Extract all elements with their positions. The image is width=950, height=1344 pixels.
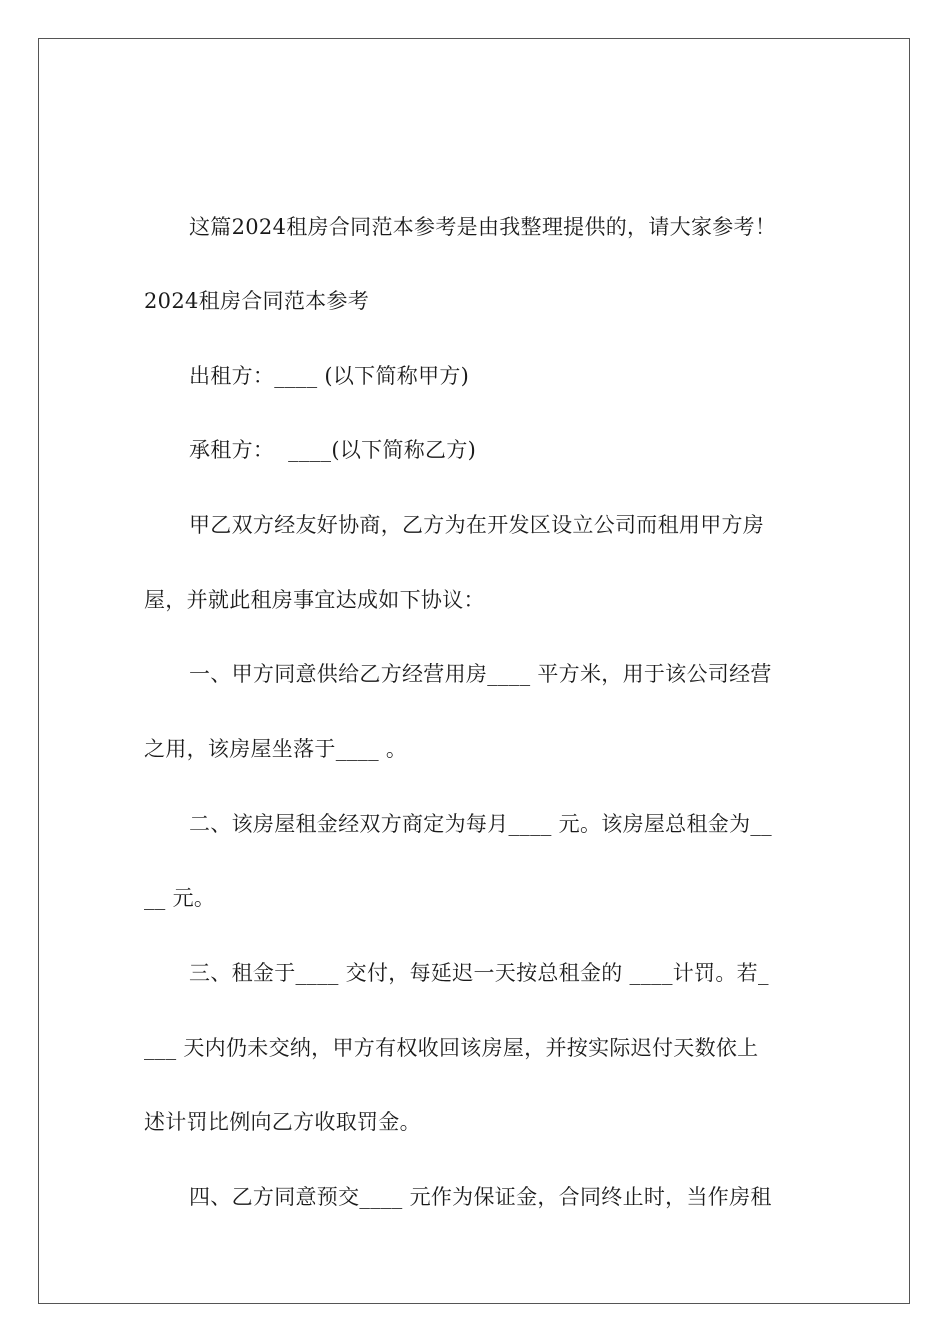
clause-3-line-1: 三、租金于____ 交付，每延迟一天按总租金的 ____计罚。若_ xyxy=(189,961,769,985)
lessor-line: 出租方：____ (以下简称甲方) xyxy=(189,364,470,388)
clause-1-line-1: 一、甲方同意供给乙方经营用房____ 平方米，用于该公司经营 xyxy=(189,662,772,686)
document-title: 2024租房合同范本参考 xyxy=(144,289,370,313)
clause-1-line-2: 之用，该房屋坐落于____ 。 xyxy=(144,737,408,761)
clause-2-line-2: __ 元。 xyxy=(144,886,216,910)
clause-2-line-1: 二、该房屋租金经双方商定为每月____ 元。该房屋总租金为__ xyxy=(189,812,772,836)
clause-4-line-1: 四、乙方同意预交____ 元作为保证金，合同终止时，当作房租 xyxy=(189,1185,772,1209)
lessee-line: 承租方： ____(以下简称乙方) xyxy=(189,438,477,462)
clause-3-line-2: ___ 天内仍未交纳，甲方有权收回该房屋，并按实际迟付天数依上 xyxy=(144,1036,759,1060)
clause-3-line-3: 述计罚比例向乙方收取罚金。 xyxy=(144,1110,421,1134)
preamble-line-2: 屋，并就此租房事宜达成如下协议： xyxy=(144,588,485,612)
intro-line: 这篇2024租房合同范本参考是由我整理提供的，请大家参考！ xyxy=(189,215,777,239)
preamble-line-1: 甲乙双方经友好协商，乙方为在开发区设立公司而租用甲方房 xyxy=(189,513,765,537)
